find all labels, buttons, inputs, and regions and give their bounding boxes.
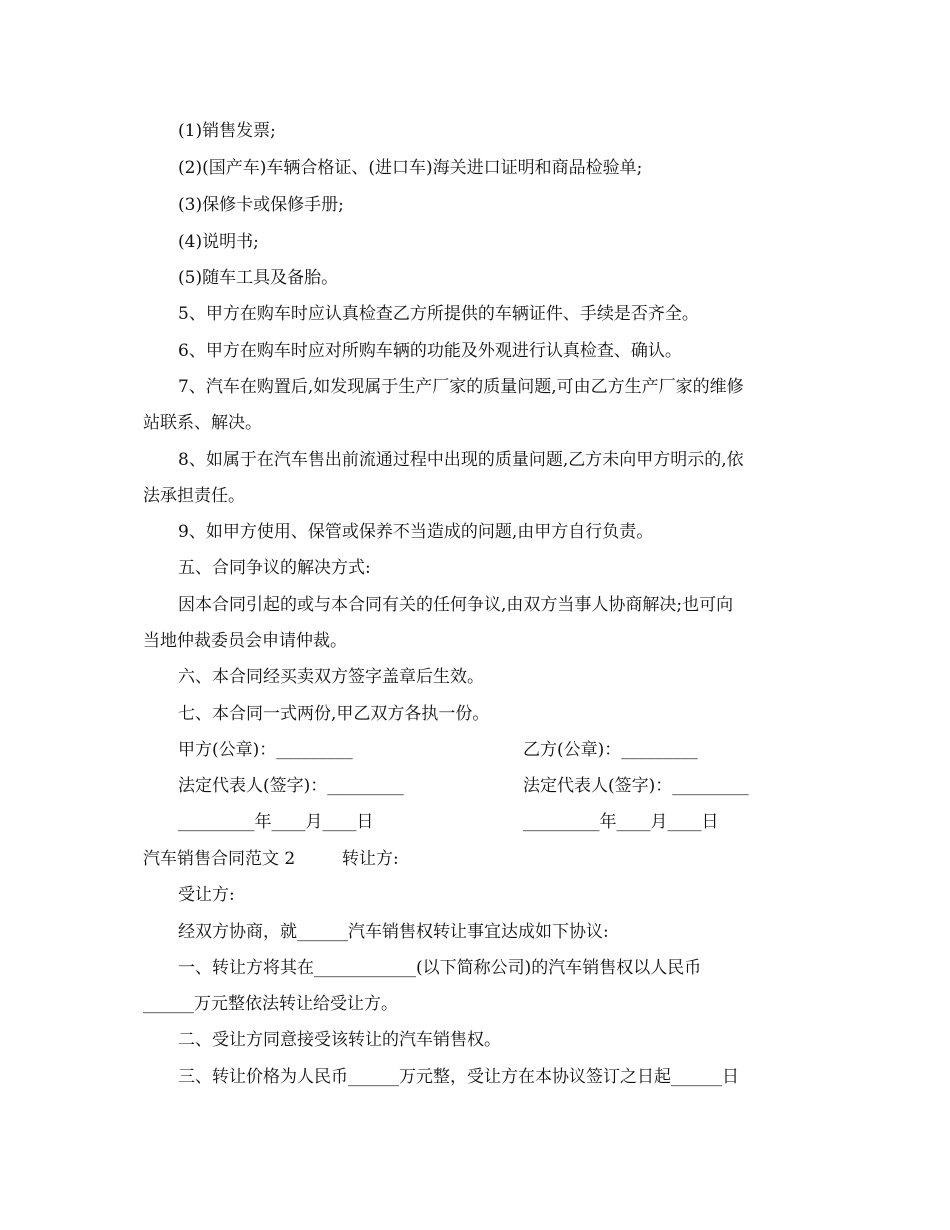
section-5-heading: 五、合同争议的解决方式:	[178, 558, 371, 578]
party-b-date: _________年____月____日	[523, 812, 719, 832]
sample-2-title: 汽车销售合同范文 2	[143, 849, 296, 869]
party-a-rep: 法定代表人(签字)：_________	[178, 776, 404, 796]
clause-8-line2: 法承担责任。	[143, 486, 245, 506]
clause-7-line2: 站联系、解决。	[143, 413, 262, 433]
party-a-seal: 甲方(公章)：_________	[178, 740, 353, 760]
article-1-line1: 一、转让方将其在____________(以下简称公司)的汽车销售权以人民币	[178, 958, 702, 978]
list-item-warranty: (3)保修卡或保修手册;	[178, 195, 344, 215]
agreement-intro: 经双方协商，就______汽车销售权转让事宜达成如下协议:	[178, 922, 609, 942]
clause-8-line1: 8、如属于在汽车售出前流通过程中出现的质量问题,乙方未向甲方明示的,依	[178, 450, 744, 470]
article-3: 三、转让价格为人民币______万元整，受让方在本协议签订之日起______日	[178, 1067, 739, 1087]
list-item-invoice: (1)销售发票;	[178, 121, 276, 141]
clause-6: 6、甲方在购车时应对所购车辆的功能及外观进行认真检查、确认。	[178, 341, 682, 361]
clause-7-line1: 7、汽车在购置后,如发现属于生产厂家的质量问题,可由乙方生产厂家的维修	[178, 377, 744, 397]
list-item-tools: (5)随车工具及备胎。	[178, 268, 339, 288]
party-a-date: _________年____月____日	[178, 812, 374, 832]
list-item-manual: (4)说明书;	[178, 232, 259, 252]
section-5-body-line1: 因本合同引起的或与本合同有关的任何争议,由双方当事人协商解决;也可向	[178, 595, 734, 615]
clause-5: 5、甲方在购车时应认真检查乙方所提供的车辆证件、手续是否齐全。	[178, 304, 699, 324]
transferee-label: 受让方:	[178, 885, 235, 905]
transferor-label: 转让方:	[342, 849, 399, 869]
clause-9: 9、如甲方使用、保管或保养不当造成的问题,由甲方自行负责。	[178, 522, 654, 542]
section-6: 六、本合同经买卖双方签字盖章后生效。	[178, 667, 484, 687]
party-b-seal: 乙方(公章)：_________	[523, 740, 698, 760]
section-5-body-line2: 当地仲裁委员会申请仲裁。	[143, 631, 347, 651]
article-1-line2: ______万元整依法转让给受让方。	[143, 994, 398, 1014]
article-2: 二、受让方同意接受该转让的汽车销售权。	[178, 1030, 501, 1050]
party-b-rep: 法定代表人(签字)：_________	[523, 776, 749, 796]
list-item-certificate: (2)(国产车)车辆合格证、(进口车)海关进口证明和商品检验单;	[178, 158, 643, 178]
section-7: 七、本合同一式两份,甲乙双方各执一份。	[178, 704, 490, 724]
